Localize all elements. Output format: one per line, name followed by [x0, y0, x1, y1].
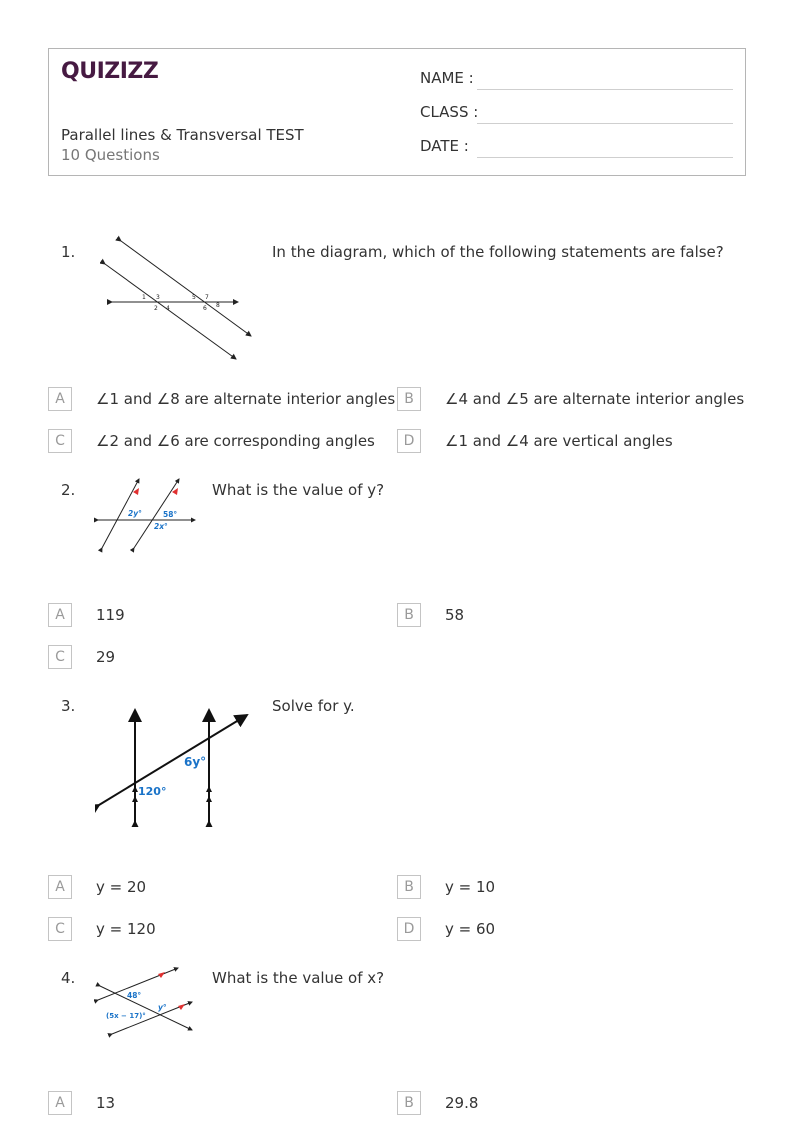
option-text[interactable]: y = 60 — [445, 920, 496, 938]
option-text[interactable]: y = 120 — [96, 920, 156, 938]
option-letter-b[interactable]: B — [397, 603, 421, 627]
option-text[interactable]: 29.8 — [445, 1094, 479, 1112]
date-label: DATE : — [420, 137, 469, 155]
question-count: 10 Questions — [61, 146, 160, 164]
angle-label: y° — [158, 1003, 167, 1012]
parallel-lines-diagram-3 — [95, 705, 255, 827]
option-letter-d[interactable]: D — [397, 917, 421, 941]
angle-label: 120° — [138, 785, 167, 798]
option-letter-c[interactable]: C — [48, 645, 72, 669]
date-line[interactable] — [477, 157, 733, 158]
question-text: In the diagram, which of the following statements are false? — [272, 243, 724, 261]
option-text[interactable]: ∠1 and ∠4 are vertical angles — [445, 432, 673, 450]
test-title: Parallel lines & Transversal TEST — [61, 126, 304, 144]
option-text[interactable]: 13 — [96, 1094, 116, 1112]
question-text: What is the value of y? — [212, 481, 385, 499]
option-letter-a[interactable]: A — [48, 603, 72, 627]
class-line[interactable] — [477, 123, 733, 124]
parallel-lines-diagram-2 — [92, 474, 202, 554]
angle-label: 58° — [163, 510, 178, 519]
question-text: What is the value of x? — [212, 969, 385, 987]
angle-label: 2 — [154, 305, 158, 312]
worksheet-header — [48, 48, 746, 176]
angle-label: 4 — [166, 305, 170, 312]
option-letter-a[interactable]: A — [48, 1091, 72, 1115]
option-text[interactable]: ∠2 and ∠6 are corresponding angles — [96, 432, 375, 450]
option-letter-b[interactable]: B — [397, 387, 421, 411]
option-letter-c[interactable]: C — [48, 429, 72, 453]
angle-label: 2x° — [154, 522, 168, 531]
angle-label: 5 — [192, 294, 196, 301]
name-label: NAME : — [420, 69, 474, 87]
angle-label: (5x − 17)° — [106, 1012, 146, 1020]
class-label: CLASS : — [420, 103, 479, 121]
quizizz-logo: QUIZIZZ — [61, 59, 159, 84]
option-text[interactable]: 119 — [96, 606, 125, 624]
angle-label: 48° — [127, 991, 142, 1000]
option-letter-a[interactable]: A — [48, 875, 72, 899]
angle-label: 6y° — [184, 755, 207, 769]
option-text[interactable]: y = 20 — [96, 878, 147, 896]
angle-label: 7 — [205, 294, 209, 301]
option-text[interactable]: 29 — [96, 648, 116, 666]
question-text: Solve for y. — [272, 697, 355, 715]
option-text[interactable]: ∠4 and ∠5 are alternate interior angles — [445, 390, 745, 408]
parallel-lines-diagram-1 — [100, 235, 260, 365]
angle-label: 6 — [203, 305, 207, 312]
name-line[interactable] — [477, 89, 733, 90]
question-number: 1. — [61, 243, 76, 261]
parallel-lines-diagram-4 — [94, 962, 204, 1042]
option-text[interactable]: ∠1 and ∠8 are alternate interior angles — [96, 390, 396, 408]
option-letter-b[interactable]: B — [397, 875, 421, 899]
option-letter-d[interactable]: D — [397, 429, 421, 453]
option-text[interactable]: y = 10 — [445, 878, 496, 896]
option-letter-b[interactable]: B — [397, 1091, 421, 1115]
option-letter-c[interactable]: C — [48, 917, 72, 941]
option-letter-a[interactable]: A — [48, 387, 72, 411]
angle-label: 8 — [216, 302, 220, 309]
question-number: 3. — [61, 697, 76, 715]
question-number: 4. — [61, 969, 76, 987]
angle-label: 1 — [142, 294, 146, 301]
angle-label: 3 — [156, 294, 160, 301]
option-text[interactable]: 58 — [445, 606, 465, 624]
question-number: 2. — [61, 481, 76, 499]
angle-label: 2y° — [128, 509, 142, 518]
